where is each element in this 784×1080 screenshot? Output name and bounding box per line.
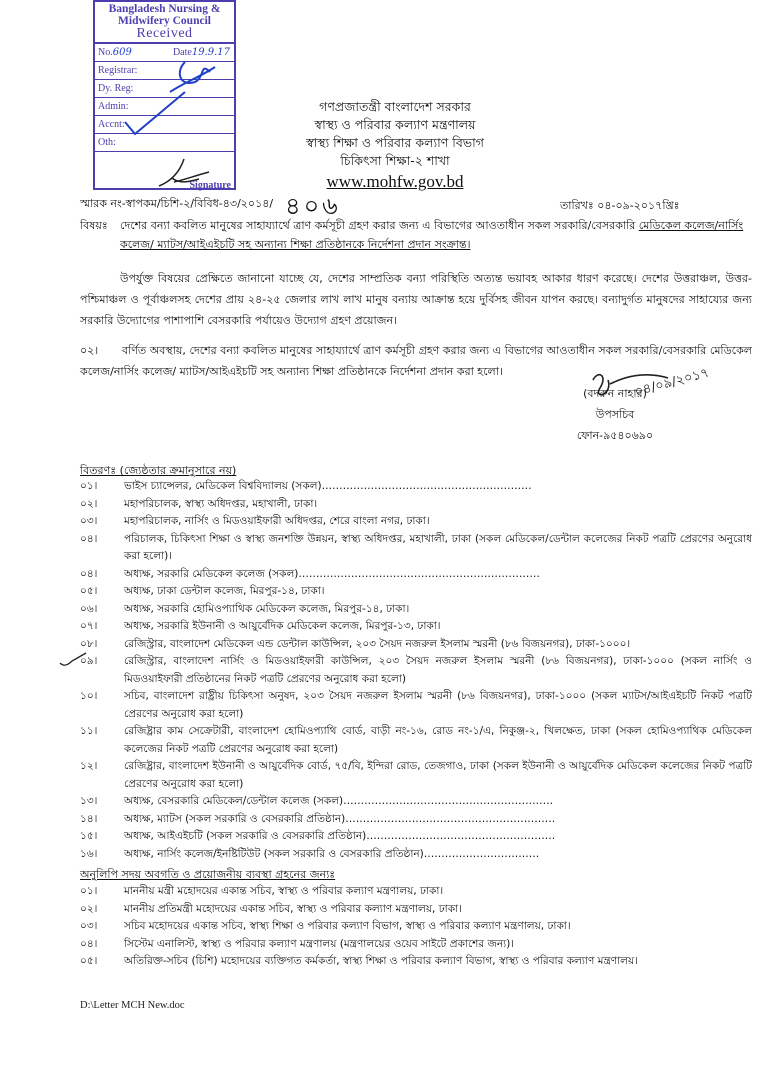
list-item xyxy=(80,496,752,514)
list-item xyxy=(80,601,752,619)
list-item xyxy=(80,583,752,601)
list-item-number: ০৭। xyxy=(80,620,98,632)
list-item xyxy=(80,953,752,971)
memo-handwritten-number: ৪০৬ xyxy=(285,192,341,220)
stamp-row-dy-reg: Dy. Reg: xyxy=(95,80,234,98)
list-item xyxy=(80,793,752,811)
list-item-text: ভাইস চ্যান্সেলর, মেডিকেল বিশ্ববিদ্যালয় (সকল)…………………………………………………… xyxy=(124,480,532,492)
list-item xyxy=(80,883,752,901)
letterhead-division: স্বাস্থ্য শিক্ষা ও পরিবার কল্যাণ বিভাগ xyxy=(306,135,484,150)
paragraph-2-text: বর্ণিত অবস্থায়, দেশের বন্যা কবলিত মানুষের সাহায্যার্থে ত্রাণ কর্মসূচী গ্রহণ করার জন্য এ বিভাগের আওতাধীন সকল সরকারি/বেসরকারি মেডিকেল কলেজ/নার্সিং কলেজ/ ম্যাটস/আইএইচটি সহ অন্যান্য শিক্ষা প্রতিষ্ঠানকে নির্দেশনা প্রদান করা হলো। xyxy=(80,344,752,378)
list-item-text: রেজিস্ট্রার, বাংলাদেশ মেডিকেল এন্ড ডেন্টাল কাউন্সিল, ২০৩ সৈয়দ নজরুল ইসলাম স্মরনী (৮৬ বিজয়নগর), ঢাকা-১০০০। xyxy=(124,637,631,650)
list-item-text: অধ্যক্ষ, সরকারি মেডিকেল কলেজ (সকল)…………………………………………………………… xyxy=(124,567,540,580)
list-item-number: ০৩। xyxy=(80,515,98,527)
stamp-signature-area xyxy=(95,152,234,192)
stamp-org-line2: Midwifery Council xyxy=(118,15,211,27)
list-item-number: ০২। xyxy=(80,902,98,915)
list-item-text: রেজিষ্ট্রার, বাংলাদেশ ইউনানী ও আয়ুর্বেদিক বোর্ড, ৭৫/বি, ইন্দিরা রোড, তেজগাও, ঢাকা (সকল ইউনানী ও আয়ুর্বেদিক মেডিকেল কলেজের নিকট পত্রটি প্রেরণের অনুরোধ করা হলো) xyxy=(124,760,752,790)
list-item-text: মাননীয় প্রতিমন্ত্রী মহোদয়ের একান্ত সচিব, স্বাস্থ্য ও পরিবার কল্যাণ মন্ত্রণালয়, ঢাকা। xyxy=(124,902,462,915)
signature-date: ০৪/০৯/২০১৭ xyxy=(633,365,711,400)
stamp-signature-label: Signature xyxy=(189,180,231,191)
stamp-row-accnt: Accnt: xyxy=(95,116,234,134)
stamp-no-label: No. xyxy=(98,47,113,58)
received-stamp xyxy=(93,0,236,190)
list-item xyxy=(80,653,752,688)
list-item xyxy=(80,828,752,846)
list-item-number: ০৬। xyxy=(80,602,98,615)
list-item xyxy=(80,531,752,566)
signatory-phone: ফোন-৯৫৪০৬৯০ xyxy=(576,429,654,442)
list-item-text: রেজিষ্ট্রার কাম সেক্রেটারী, বাংলাদেশ হোমিওপ্যাথি বোর্ড, বাড়ী নং-১৬, রোড নং-১/এ, নিকুঞ্জ-২, খিলক্ষেত, ঢাকা (সকল হোমিওপ্যাথিক মেডিকেল কলেজের নিকট পত্রটি প্রেরণের অনুরোধ করা হলো) xyxy=(124,725,752,755)
list-item-number: ০৫। xyxy=(80,955,98,967)
list-item-number: ০৪। xyxy=(80,567,98,580)
stamp-row-admin: Admin: xyxy=(95,98,234,116)
list-item xyxy=(80,811,752,829)
list-item xyxy=(80,918,752,936)
list-item-text: অধ্যক্ষ, সরকারি ইউনানী ও আয়ুর্বেদিক মেডিকেল কলেজ, মিরপুর-১৩, ঢাকা। xyxy=(124,620,441,632)
distribution-title: বিতরণঃ (জ্যেষ্ঠতার ক্রমানুসারে নয়) xyxy=(80,464,237,477)
list-item-number: ০৮। xyxy=(80,637,98,650)
list-item-number: ০২। xyxy=(80,497,98,510)
list-item-text: অতিরিক্ত-সচিব (চিশি) মহোদয়ের ব্যক্তিগত কর্মকর্তা, স্বাস্থ্য শিক্ষা ও পরিবার কল্যাণ বিভাগ, স্বাস্থ্য ও পরিবার কল্যাণ মন্ত্রণালয়। xyxy=(124,955,638,967)
body-paragraph-1: উপর্যুক্ত বিষয়ের প্রেক্ষিতে জানানো যাচ্ছে যে, দেশের সাম্প্রতিক বন্যা পরিস্থিতি অত্যন্ত ভয়াবহ আকার ধারণ করেছে। দেশের উত্তরাঞ্চল, উত্তর-পশ্চিমাঞ্চল ও পূর্বাঞ্চলসহ দেশের প্রায় ২৪-২৫ জেলার লাখ লাখ মানুষ বন্যায় আক্রান্ত হয়ে দুর্বিসহ জীবন যাপন করছে। বন্যাদুর্গত মানুষদের সাহায্যের জন্য সরকারি উদ্যোগের পাশাপাশি বেসরকারি পর্যায়েও উদ্যোগ গ্রহণ প্রয়োজন। xyxy=(80,272,752,327)
letterhead-branch: চিকিৎসা শিক্ষা-২ শাখা xyxy=(340,153,450,168)
stamp-received: Received xyxy=(136,26,193,41)
letterhead xyxy=(230,98,560,192)
signatory-designation: উপসচিব xyxy=(595,408,635,421)
list-item-number: ০৪। xyxy=(80,937,98,950)
list-item-number: ০১। xyxy=(80,480,98,492)
list-item-number: ১১। xyxy=(80,725,98,737)
letterhead-ministry: স্বাস্থ্য ও পরিবার কল্যাণ মন্ত্রণালয় xyxy=(314,117,476,132)
stamp-no-value: 609 xyxy=(112,47,132,58)
list-item xyxy=(80,688,752,723)
list-item xyxy=(80,566,752,584)
stamp-date-value: 19.9.17 xyxy=(191,47,230,58)
distribution-list xyxy=(80,478,752,863)
list-item-text: অধ্যক্ষ, ম্যাটস (সকল সরকারি ও বেসরকারি প্রতিষ্ঠান)…………………………………………………… xyxy=(124,812,556,825)
letterhead-website[interactable]: www.mohfw.gov.bd xyxy=(326,172,464,191)
handwritten-tick-mark xyxy=(58,651,88,669)
list-item-number: ১৪। xyxy=(80,812,98,825)
subject-text-underlined: মেডিকেল কলেজ/নার্সিং কলেজ/ ম্যাটস/আইএইচটি সহ অন্যান্য শিক্ষা প্রতিষ্ঠানকে নির্দেশনা প্রদান সংক্রান্ত। xyxy=(120,219,744,251)
memo-reference: স্মারক নং-স্বাপকম/চিশি-২/বিবিধ-৪৩/২০১৪/ xyxy=(80,197,274,210)
list-item xyxy=(80,723,752,758)
list-item xyxy=(80,618,752,636)
letterhead-government: গণপ্রজাতন্ত্রী বাংলাদেশ সরকার xyxy=(319,99,471,114)
list-item xyxy=(80,901,752,919)
stamp-row-oth: Oth: xyxy=(95,134,234,152)
stamp-header xyxy=(95,2,234,44)
signatory-name: (বদরুন নাহার) xyxy=(583,387,647,400)
list-item-text: রেজিস্ট্রার, বাংলাদেশ নার্সিং ও মিডওয়াইফারী কাউন্সিল, ২০৩ সৈয়দ নজরুল ইসলাম স্মরনী (৮৬ বিজয়নগর), ঢাকা-১০০০ (সকল নার্সিং ও মিডওয়াইফারী প্রতিষ্ঠানের নিকট পত্রটি প্রেরণের অনুরোধ করা হলো) xyxy=(124,655,752,685)
copy-title: অনুলিপি সদয় অবগতি ও প্রয়োজনীয় ব্যবস্থা গ্রহনের জন্যঃ xyxy=(80,868,336,881)
list-item-text: অধ্যক্ষ, বেসরকারি মেডিকেল/ডেন্টাল কলেজ (সকল)…………………………………………………… xyxy=(124,795,554,807)
list-item-text: মহাপরিচালক, নার্সিং ও মিডওয়াইফারী অধিদপ্তর, শেরে বাংলা নগর, ঢাকা। xyxy=(124,515,430,527)
paragraph-number: ০২। xyxy=(80,344,99,357)
list-item-number: ০১। xyxy=(80,885,98,897)
list-item-text: পরিচালক, চিকিৎসা শিক্ষা ও স্বাস্থ্য জনশক্তি উন্নয়ন, স্বাস্থ্য অধিদপ্তর, মহাখালী, ঢাকা (সকল মেডিকেল/ডেন্টাল কলেজের নিকট পত্রটি প্রেরণের অনুরোধ করা হলো)। xyxy=(124,532,752,562)
list-item-number: ০৫। xyxy=(80,585,98,597)
file-path: D:\Letter MCH New.doc xyxy=(80,1000,185,1011)
list-item xyxy=(80,478,752,496)
list-item-number: ১৩। xyxy=(80,795,98,807)
list-item-text: সচিব, বাংলাদেশ রাষ্ট্রীয় চিকিৎসা অনুষদ, ২০৩ সৈয়দ নজরুল ইসলাম স্মরনী (৮৬ বিজয়নগর), ঢাকা-১০০০ (সকল ম্যাটস/আইএইচটি নিকট পত্রটি প্রেরণের অনুরোধ করা হলো) xyxy=(124,690,752,720)
stamp-row-registrar: Registrar: xyxy=(95,62,234,80)
list-item xyxy=(80,758,752,793)
list-item xyxy=(80,513,752,531)
list-item-text: মহাপরিচালক, স্বাস্থ্য অধিদপ্তর, মহাখালী, ঢাকা। xyxy=(124,497,318,510)
list-item-number: ০৪। xyxy=(80,532,98,545)
subject-label: বিষয়ঃ xyxy=(80,219,108,232)
list-item xyxy=(80,936,752,954)
list-item-number: ০৩। xyxy=(80,920,98,932)
stamp-date-label: Date xyxy=(172,47,192,58)
stamp-org-line1: Bangladesh Nursing & xyxy=(108,3,221,15)
list-item-number: ১৬। xyxy=(80,847,98,860)
list-item-text: অধ্যক্ষ, আইএইচটি (সকল সরকারি ও বেসরকারি প্রতিষ্ঠান)……………………………………………… xyxy=(124,830,556,842)
copy-list xyxy=(80,883,752,971)
subject-text-plain: দেশের বন্যা কবলিত মানুষের সাহায্যার্থে ত্রাণ কর্মসূচী গ্রহণ করার জন্য এ বিভাগের আওতাধীন সকল সরকারি/বেসরকারি xyxy=(120,219,639,232)
list-item-number: ০৯। xyxy=(80,655,98,667)
list-item xyxy=(80,636,752,654)
list-item-text: সিস্টেম এনালিস্ট, স্বাস্থ্য ও পরিবার কল্যাণ মন্ত্রণালয় (মন্ত্রণালয়ের ওয়েব সাইটে প্রকাশের জন্য)। xyxy=(124,937,515,950)
list-item-text: সচিব মহোদয়ের একান্ত সচিব, স্বাস্থ্য শিক্ষা ও পরিবার কল্যাণ বিভাগ, স্বাস্থ্য ও পরিবার কল্যাণ মন্ত্রণালয়, ঢাকা। xyxy=(124,920,571,932)
memo-date: তারিখঃ ০৪-০৯-২০১৭খ্রিঃ xyxy=(560,199,680,212)
stamp-handwritten-mark xyxy=(115,52,225,152)
list-item-number: ১৫। xyxy=(80,830,98,842)
list-item-text: অধ্যক্ষ, নার্সিং কলেজ/ইনষ্টিটিউট (সকল সরকারি ও বেসরকারি প্রতিষ্ঠান)…………………………… xyxy=(124,847,540,860)
list-item-text: অধ্যক্ষ, ঢাকা ডেন্টাল কলেজ, মিরপুর-১৪, ঢাকা। xyxy=(124,585,325,597)
list-item-text: মাননীয় মন্ত্রী মহোদয়ের একান্ত সচিব, স্বাস্থ্য ও পরিবার কল্যাণ মন্ত্রণালয়, ঢাকা। xyxy=(124,885,444,897)
subject-text xyxy=(120,216,750,254)
subject-block xyxy=(80,216,750,254)
list-item-text: অধ্যক্ষ, সরকারি হোমিওপ্যাথিক মেডিকেল কলেজ, মিরপুর-১৪, ঢাকা। xyxy=(124,602,410,615)
signatory-block xyxy=(540,383,690,446)
list-item-number: ১২। xyxy=(80,760,98,772)
list-item xyxy=(80,846,752,864)
list-item-number: ১০। xyxy=(80,690,98,702)
